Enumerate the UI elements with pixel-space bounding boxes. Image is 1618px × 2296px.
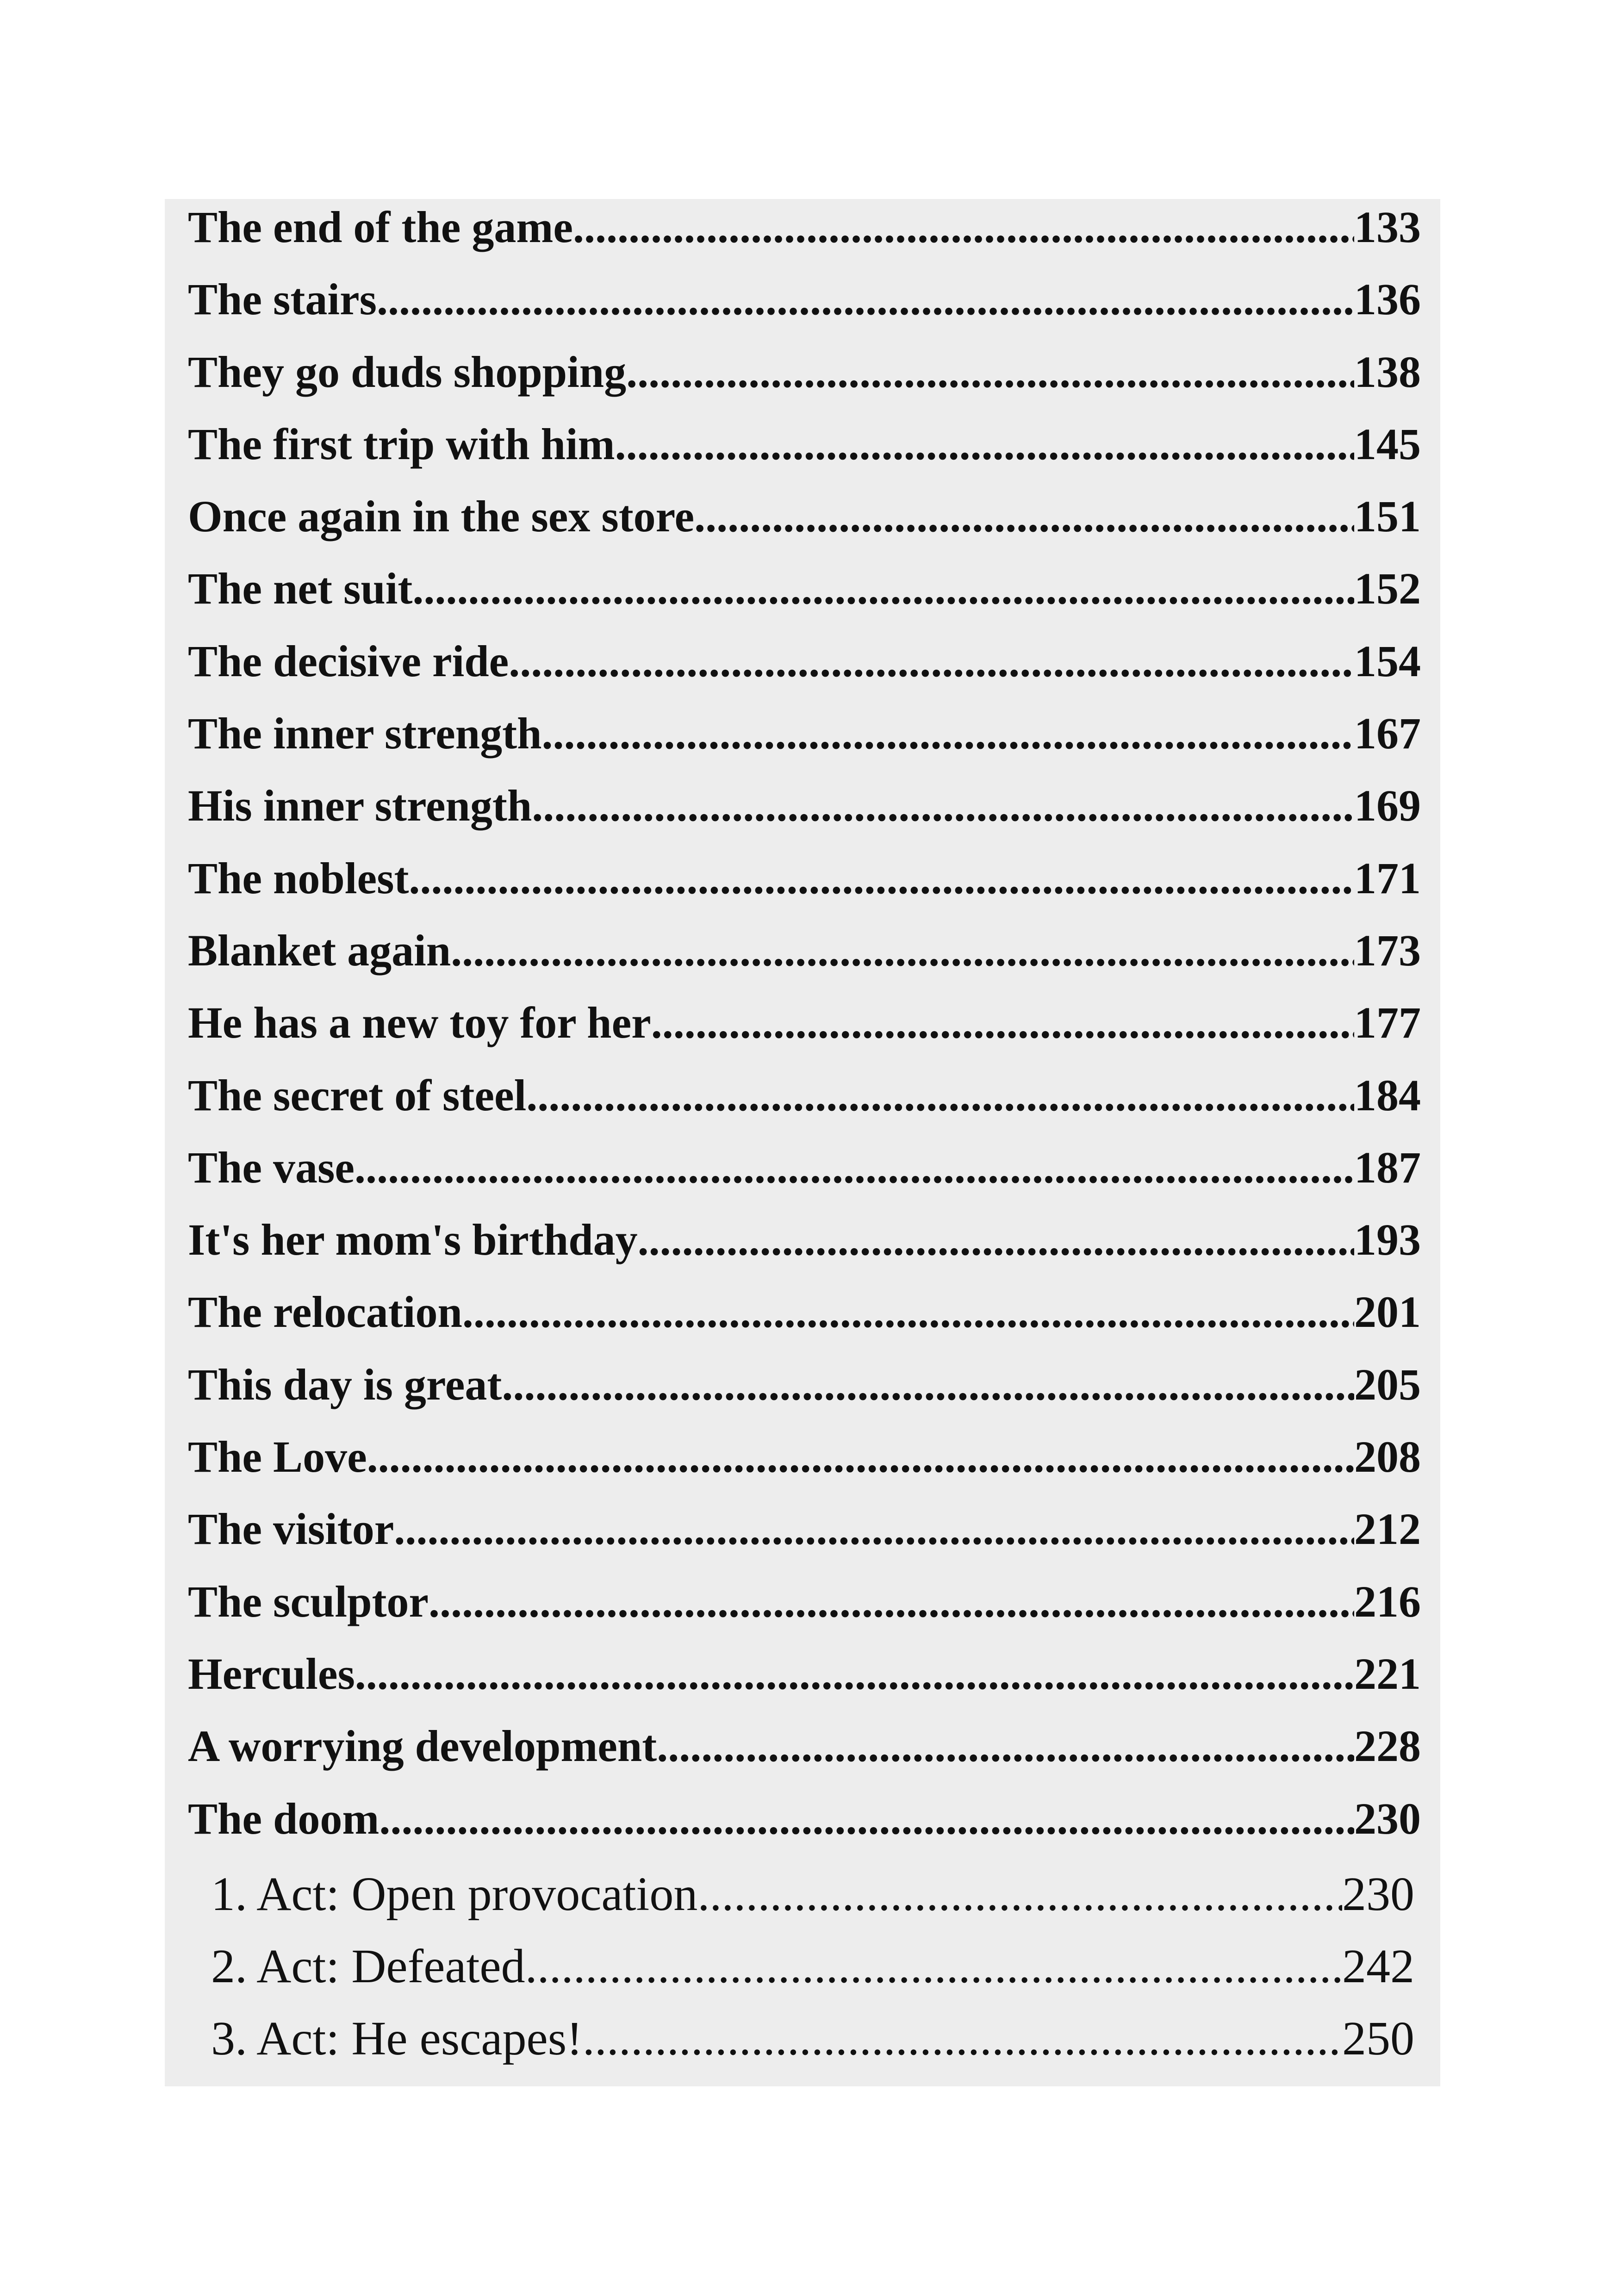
toc-entry-title: The visitor	[188, 1504, 394, 1554]
toc-entry-title: The noblest	[188, 853, 409, 903]
toc-subentry-page: 230	[1342, 1867, 1414, 1921]
dot-leader	[697, 1865, 1342, 1924]
dot-leader	[502, 1356, 1354, 1413]
toc-entry-title: The relocation	[188, 1287, 462, 1337]
toc-entry[interactable]	[188, 633, 1421, 705]
dot-leader	[367, 1429, 1354, 1485]
dot-leader	[451, 922, 1354, 979]
toc-entry-title: His inner strength	[188, 781, 532, 831]
toc-subentry-page: 250	[1342, 2011, 1414, 2065]
toc-entry[interactable]	[188, 1791, 1421, 1863]
toc-entry[interactable]	[188, 1718, 1421, 1790]
dot-leader	[638, 1212, 1354, 1268]
toc-entry-page: 208	[1354, 1432, 1421, 1482]
toc-entry[interactable]	[188, 922, 1421, 995]
dot-leader	[355, 1139, 1354, 1196]
toc-entry[interactable]	[188, 560, 1421, 633]
toc-entry-title: It's her mom's birthday	[188, 1215, 638, 1265]
toc-entry[interactable]	[188, 705, 1421, 778]
toc-entry[interactable]	[188, 416, 1421, 488]
toc-entry-title: The secret of steel	[188, 1070, 527, 1120]
toc-entry-page: 173	[1354, 925, 1421, 975]
toc-subentry-page: 242	[1342, 1939, 1414, 1993]
toc-entry-page: 154	[1354, 636, 1421, 686]
toc-subentry[interactable]	[188, 2009, 1414, 2081]
dot-leader	[694, 488, 1354, 545]
toc-entry-title: The doom	[188, 1793, 380, 1843]
dot-leader	[412, 560, 1354, 617]
toc-entry[interactable]	[188, 271, 1421, 343]
toc-subentry[interactable]	[188, 1937, 1414, 2009]
toc-entry[interactable]	[188, 1284, 1421, 1356]
toc-entry-title: The sculptor	[188, 1576, 429, 1626]
dot-leader	[429, 1574, 1354, 1630]
toc-subentry-title: 3. Act: He escapes!	[211, 2011, 583, 2065]
toc-entry-title: This day is great	[188, 1359, 502, 1409]
toc-entry[interactable]	[188, 850, 1421, 922]
dot-leader	[377, 271, 1354, 328]
dot-leader	[379, 1791, 1354, 1847]
toc-entry-title: The net suit	[188, 564, 413, 614]
toc-entry[interactable]	[188, 1212, 1421, 1284]
dot-leader	[355, 1646, 1354, 1702]
toc-entry-page: 228	[1354, 1721, 1421, 1771]
dot-leader	[462, 1284, 1354, 1340]
toc-entry-page: 133	[1354, 202, 1421, 252]
toc-entry-page: 177	[1354, 998, 1421, 1048]
toc-entry-page: 212	[1354, 1504, 1421, 1554]
dot-leader	[542, 705, 1354, 762]
toc-entry[interactable]	[188, 1067, 1421, 1139]
toc-entry-title: Blanket again	[188, 925, 451, 975]
dot-leader	[657, 1718, 1354, 1774]
toc-entry-page: 205	[1354, 1359, 1421, 1409]
toc-entry-page: 193	[1354, 1215, 1421, 1265]
toc-entry-page: 230	[1354, 1793, 1421, 1843]
dot-leader	[526, 1067, 1354, 1124]
toc-entry[interactable]	[188, 1501, 1421, 1573]
toc-entry[interactable]	[188, 1574, 1421, 1646]
dot-leader	[409, 850, 1354, 907]
toc-entry-page: 136	[1354, 274, 1421, 324]
dot-leader	[525, 1937, 1342, 1996]
toc-entry-title: The vase	[188, 1142, 355, 1192]
toc-entry[interactable]	[188, 199, 1421, 271]
toc-entry-page: 138	[1354, 347, 1421, 397]
toc-entry[interactable]	[188, 344, 1421, 416]
toc-entry[interactable]	[188, 778, 1421, 850]
toc-entry[interactable]	[188, 1646, 1421, 1718]
toc-entry-title: A worrying development	[188, 1721, 657, 1771]
table-of-contents	[165, 199, 1440, 2086]
toc-entry-title: The first trip with him	[188, 419, 615, 469]
toc-entry-page: 151	[1354, 492, 1421, 541]
toc-entry-page: 216	[1354, 1576, 1421, 1626]
toc-subentries	[188, 1865, 1421, 2081]
toc-entry-page: 167	[1354, 709, 1421, 759]
dot-leader	[626, 344, 1354, 400]
toc-entry[interactable]	[188, 995, 1421, 1067]
toc-entry-page: 152	[1354, 564, 1421, 614]
toc-entry-page: 171	[1354, 853, 1421, 903]
dot-leader	[583, 2009, 1342, 2068]
toc-entry-title: The inner strength	[188, 709, 542, 759]
dot-leader	[615, 416, 1354, 473]
toc-entry-page: 221	[1354, 1649, 1421, 1699]
toc-entry[interactable]	[188, 1139, 1421, 1212]
toc-entry[interactable]	[188, 1429, 1421, 1501]
toc-entry-title: The end of the game	[188, 202, 573, 252]
dot-leader	[394, 1501, 1354, 1557]
toc-entry-title: They go duds shopping	[188, 347, 627, 397]
dot-leader	[509, 633, 1354, 690]
toc-entry[interactable]	[188, 1356, 1421, 1429]
dot-leader	[573, 199, 1354, 255]
dot-leader	[532, 778, 1354, 834]
toc-entry-page: 184	[1354, 1070, 1421, 1120]
dot-leader	[651, 995, 1354, 1051]
toc-entry-title: The Love	[188, 1432, 367, 1482]
toc-entry-page: 201	[1354, 1287, 1421, 1337]
toc-entry-page: 145	[1354, 419, 1421, 469]
toc-entry-title: Hercules	[188, 1649, 355, 1699]
toc-entry-title: The decisive ride	[188, 636, 509, 686]
toc-entry-page: 187	[1354, 1142, 1421, 1192]
toc-entry-title: Once again in the sex store	[188, 492, 695, 541]
toc-entry[interactable]	[188, 488, 1421, 560]
toc-entry-title: The stairs	[188, 274, 377, 324]
toc-subentry-title: 1. Act: Open provocation	[211, 1867, 698, 1921]
toc-subentry[interactable]	[188, 1865, 1414, 1937]
toc-list	[188, 199, 1421, 2081]
toc-entry-title: He has a new toy for her	[188, 998, 651, 1048]
toc-subentry-title: 2. Act: Defeated	[211, 1939, 525, 1993]
toc-entry-page: 169	[1354, 781, 1421, 831]
